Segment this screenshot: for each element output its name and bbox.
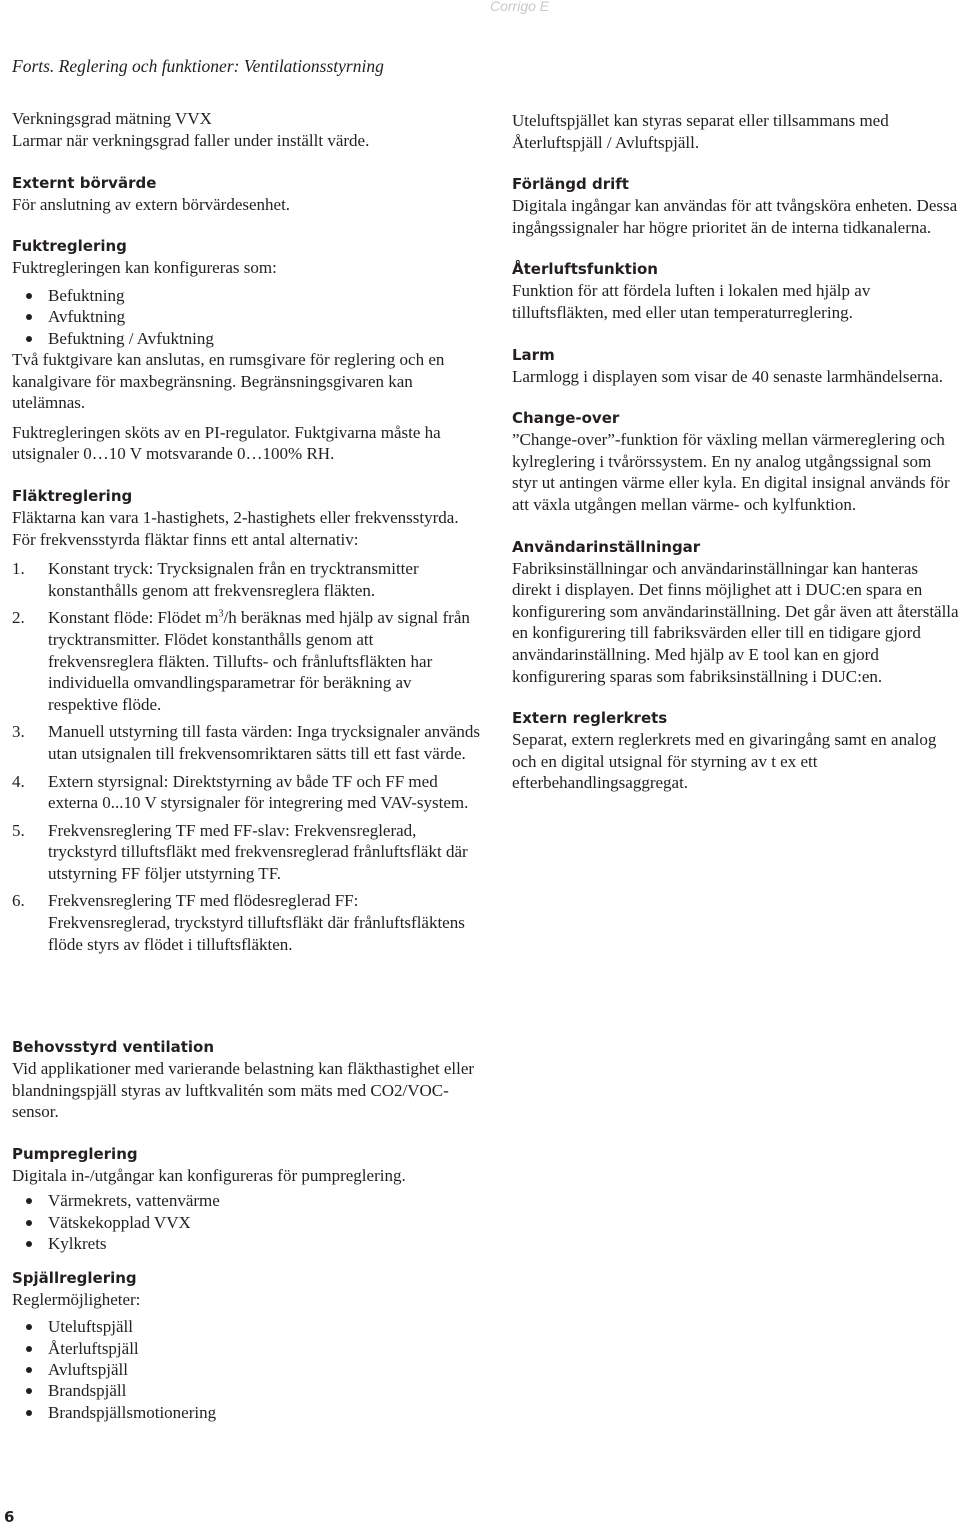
section-forlangd-drift [512, 173, 960, 238]
text-fukt-p1: Två fuktgivare kan anslutas, en rumsgivare för reglering och en kanalgivare för maxbegränsning. Begränsningsgivaren kan utelämnas. [12, 350, 445, 413]
section-change-over [512, 407, 960, 515]
heading-vvx: Verkningsgrad mätning VVX [12, 109, 212, 128]
right-column [512, 110, 960, 794]
heading-anvandarinstallningar: Användarinställningar [512, 537, 701, 556]
item-text: Konstant tryck: Trycksignalen från en trycktransmitter konstanthålls genom att frekvensreglera fläkten. [48, 559, 419, 600]
list-item: Vätskekopplad VVX [12, 1212, 482, 1233]
text-larm: Larmlogg i displayen som visar de 40 senaste larmhändelserna. [512, 366, 944, 386]
list-item [12, 607, 482, 715]
spjall-list [12, 1316, 482, 1423]
heading-fuktreglering: Fuktreglering [12, 237, 127, 256]
text-fukt-intro: Fuktregleringen kan konfigureras som: [12, 258, 277, 278]
text-pump-intro: Digitala in-/utgångar kan konfigureras för pumpreglering. [12, 1165, 406, 1185]
list-item: Kylkrets [12, 1233, 482, 1254]
list-item: Avfuktning [12, 306, 482, 327]
section-flaktreglering [12, 485, 482, 955]
text-externt-borvarde: För anslutning av extern börvärdesenhet. [12, 194, 291, 214]
section-behovsstyrd [12, 1036, 482, 1123]
list-item [12, 721, 482, 764]
heading-aterluftsfunktion: Återluftsfunktion [512, 260, 658, 279]
section-vvx [12, 108, 482, 152]
item-text: Frekvensreglering TF med flödesreglerad FF: Frekvensreglerad, tryckstyrd tilluftsfläkt där frånluftsfläktens flöde styrs av flödet i tilluftsfläkten. [48, 891, 465, 954]
list-item [12, 820, 482, 885]
list-item [12, 890, 482, 955]
running-title: Forts. Reglering och funktioner: Ventilationsstyrning [12, 56, 384, 76]
page-number: 6 [4, 1508, 15, 1526]
text-spjall-intro: Reglermöjligheter: [12, 1289, 141, 1309]
heading-change-over: Change-over [512, 409, 620, 428]
text-fukt-p2: Fuktregleringen sköts av en PI-regulator. Fuktgivarna måste ha utsignaler 0…10 V motsvarande 0…100% RH. [12, 422, 441, 464]
section-pumpreglering [12, 1143, 482, 1255]
text-forlangd-drift: Digitala ingångar kan användas för att tvångsköra enheten. Dessa ingångssignaler har högre prioritet än de interna tidkanalerna. [512, 196, 958, 237]
text-flakt-intro: Fläktarna kan vara 1-hastighets, 2-hastighets eller frekvensstyrda. För frekvensstyrda fläktar finns ett antal alternativ: [12, 507, 459, 549]
fukt-list [12, 285, 482, 349]
heading-larm: Larm [512, 345, 555, 364]
list-item: Uteluftspjäll [12, 1316, 482, 1337]
text-anvandarinstallningar: Fabriksinställningar och användarinställningar kan hanteras direkt i displayen. Det finns möjlighet att i DUC:en spara en konfigurering som användarinställning. Det går även att återställa en konfigurering till fabriksvärden eller till en tidigare gjord användarinställning. Med hjälp av E tool kan en gjord konfigurering sparas som fabriksinställning i DUC:en. [512, 558, 959, 686]
list-item [12, 771, 482, 814]
item-text: Extern styrsignal: Direktstyrning av både TF och FF med externa 0...10 V styrsignaler för integrering med VAV-system. [48, 771, 469, 813]
list-item [12, 558, 482, 601]
list-item: Återluftspjäll [12, 1338, 482, 1359]
list-item: Brandspjäll [12, 1380, 482, 1401]
heading-flaktreglering: Fläktreglering [12, 486, 133, 505]
section-larm [512, 344, 960, 388]
list-item: Avluftspjäll [12, 1359, 482, 1380]
list-item: Värmekrets, vattenvärme [12, 1190, 482, 1211]
left-column [12, 108, 482, 961]
heading-forlangd-drift: Förlängd drift [512, 175, 629, 194]
item-number: 2. [12, 608, 25, 628]
heading-behovsstyrd: Behovsstyrd ventilation [12, 1038, 215, 1056]
item-number: 3. [12, 722, 25, 742]
bottom-column [12, 1036, 482, 1423]
item-number: 1. [12, 559, 25, 579]
text-uteluftspjall: Uteluftspjället kan styras separat eller tillsammans med Återluftspjäll / Avluftspjäll. [512, 111, 889, 152]
pump-list [12, 1190, 482, 1254]
text-vvx: Larmar när verkningsgrad faller under inställt värde. [12, 131, 370, 150]
text-change-over: ”Change-over”-funktion för växling mellan värmereglering och kylreglering i tvårörssystem. En ny analog utgångssignal som styr ut antingen värme eller kyla. En digital insignal används för att växla utgången mellan värme- och kylfunktion. [512, 430, 950, 514]
heading-extern-reglerkrets: Extern reglerkrets [512, 709, 668, 728]
section-anvandarinstallningar [512, 536, 960, 688]
text-extern-reglerkrets: Separat, extern reglerkrets med en givaringång samt en analog och en digital utsignal för styrning av t ex ett efterbehandlingsaggregat. [512, 730, 937, 793]
item-text: Manuell utstyrning till fasta värden: Inga trycksignaler används utan utsignalen till frekvensomriktaren sätts till ett fast värde. [48, 722, 480, 763]
list-item: Befuktning [12, 285, 482, 306]
item-number: 4. [12, 771, 25, 791]
section-fuktreglering [12, 235, 482, 465]
text-aterluftsfunktion: Funktion för att fördela luften i lokalen med hjälp av tilluftsfläkten, med eller utan temperaturreglering. [512, 281, 871, 322]
item-text: /h beräknas med hjälp av signal från trycktransmitter. Flödet konstanthålls genom att frekvensreglera fläkten. Tillufts- och frånluftsfläkten har individuella omvandlingsparametrar för beräkning av respektive flöde. [48, 608, 470, 714]
item-text: Frekvensreglering TF med FF-slav: Frekvensreglerad, tryckstyrd tilluftsfläkt med frekvensreglerad frånluftsfläkt där utstyrning FF följer utstyrning TF. [48, 820, 468, 883]
text-behovsstyrd: Vid applikationer med varierande belastning kan fläkthastighet eller blandningspjäll styras av luftkvalitén som mäts med CO2/VOC-sensor. [12, 1059, 475, 1122]
header-brand: Corrigo E [490, 0, 550, 14]
section-extern-reglerkrets [512, 707, 960, 794]
heading-spjallreglering: Spjällreglering [12, 1268, 137, 1287]
item-number: 6. [12, 891, 25, 911]
superscript: 3 [218, 608, 224, 620]
item-text: Konstant flöde: Flödet m [48, 608, 219, 628]
section-aterluftsfunktion [512, 258, 960, 323]
list-item: Befuktning / Avfuktning [12, 328, 482, 349]
item-number: 5. [12, 820, 25, 840]
heading-pumpreglering: Pumpreglering [12, 1144, 138, 1163]
section-externt-borvarde [12, 172, 482, 216]
heading-externt-borvarde: Externt börvärde [12, 173, 157, 192]
section-spjallreglering [12, 1267, 482, 1424]
list-item: Brandspjällsmotionering [12, 1402, 482, 1423]
flakt-list [12, 558, 482, 955]
